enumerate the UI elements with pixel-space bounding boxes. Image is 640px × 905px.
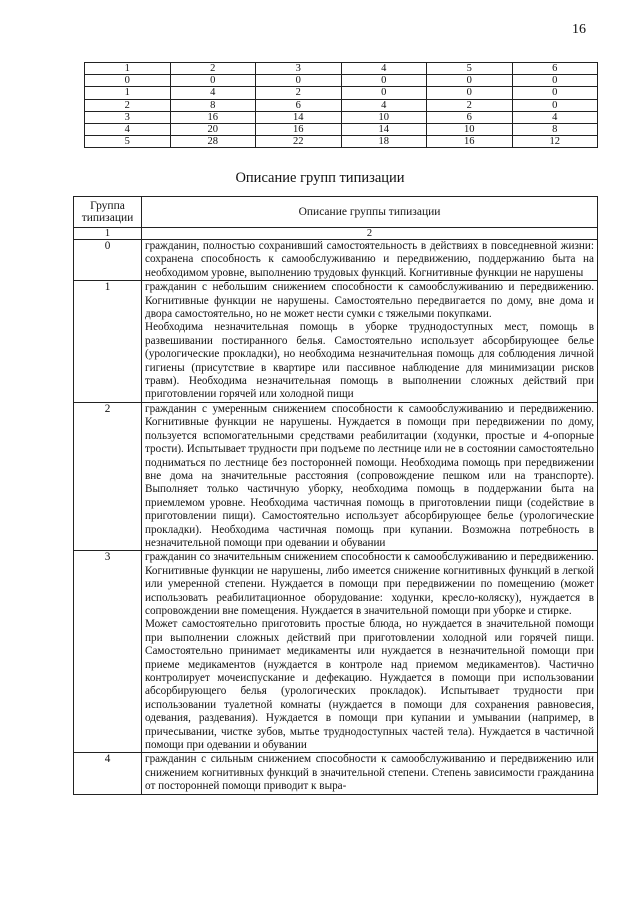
- header-description: Описание группы типизации: [142, 197, 598, 228]
- description-paragraph: гражданин со значительным снижением способности к самообслуживанию и передвижению. Когнитивные функции не нарушены, либо имеется снижение когнитивных функций в легкой или умеренной степени. Нуждается в помощи при передвижении по помещению (может использовать реабилитационное оборудование: ходунки, кресло-коляску), нуждается в сопровождении вне помещения. Нуждается в значительной помощи при уборке и стирке.: [145, 551, 594, 617]
- page-number: 16: [572, 22, 586, 37]
- table-cell: 2: [170, 63, 256, 75]
- description-paragraph: гражданин с умеренным снижением способности к самообслуживанию и передвижению. Когнитивные функции не нарушены. Нуждается в помощи при передвижении по дому, пользуется вспомогательными средствами реабилитации (ходунки, простые и 4-опорные трости). Испытывает трудности при подъеме по лестнице или не в состоянии самостоятельно подниматься по лестнице без посторонней помощи. Необходима помощь при передвижении вне дома на значительные расстояния (сопровождение пешком или на транспорте). Выполняет только частичную уборку, необходима помощь в поддержании быта на приемлемом уровне. Необходима частичная помощь в приготовлении пищи (содействие в приготовлении пищи). Самостоятельно использует абсорбирующее белье (урологические прокладки). Необходима частичная помощь при купании. Возможна потребность в незначительной помощи при одевании и обувании: [145, 402, 594, 549]
- table-cell: 20: [170, 123, 256, 135]
- table-cell: 4: [85, 123, 171, 135]
- table-cell: 2: [427, 99, 513, 111]
- table-cell: 0: [427, 75, 513, 87]
- table-cell: 1: [85, 63, 171, 75]
- table-cell: 14: [341, 123, 427, 135]
- table-cell: 0: [85, 75, 171, 87]
- table-row: [85, 75, 598, 87]
- group-description: [142, 753, 598, 794]
- scores-table: [84, 62, 598, 148]
- table-cell: 14: [256, 111, 342, 123]
- group-description: [142, 402, 598, 550]
- table-cell: 4: [341, 99, 427, 111]
- table-cell: 3: [256, 63, 342, 75]
- group-description: [142, 281, 598, 403]
- table-cell: 0: [341, 87, 427, 99]
- group-number: 4: [74, 753, 142, 794]
- table-row: [74, 402, 598, 550]
- table-cell: 0: [512, 87, 598, 99]
- table-cell: 28: [170, 136, 256, 148]
- table-row: [85, 99, 598, 111]
- typing-groups-table: [73, 196, 598, 795]
- column-numbers-row: [74, 228, 598, 240]
- column-number: 1: [74, 228, 142, 240]
- table-cell: 12: [512, 136, 598, 148]
- description-paragraph: Необходима незначительная помощь в уборке труднодоступных мест, помощь в развешивании постиранного белья. Самостоятельно использует абсорбирующее белье (урологические прокладки), но необходима незначительная помощь для соблюдения личной гигиены (присутствие в квартире или пассивное наблюдение для минимизации рисков травм). Необходима незначительная помощь в выполнении сложных действий при приготовлении горячей или холодной пищи: [145, 321, 594, 401]
- table-cell: 2: [85, 99, 171, 111]
- table-cell: 0: [512, 99, 598, 111]
- header-row: [74, 197, 598, 228]
- table-cell: 8: [170, 99, 256, 111]
- group-description: [142, 240, 598, 281]
- table-row: [74, 281, 598, 403]
- table-row: [85, 87, 598, 99]
- group-number: 2: [74, 402, 142, 550]
- table-cell: 18: [341, 136, 427, 148]
- group-number: 0: [74, 240, 142, 281]
- table-cell: 0: [512, 75, 598, 87]
- table-cell: 0: [427, 87, 513, 99]
- group-description: [142, 551, 598, 753]
- table-cell: 16: [427, 136, 513, 148]
- table-cell: 4: [341, 63, 427, 75]
- table-cell: 10: [341, 111, 427, 123]
- table-cell: 8: [512, 123, 598, 135]
- section-title: Описание групп типизации: [235, 170, 405, 186]
- table-cell: 4: [170, 87, 256, 99]
- table-cell: 16: [170, 111, 256, 123]
- table-cell: 6: [512, 63, 598, 75]
- table-cell: 6: [256, 99, 342, 111]
- table-cell: 3: [85, 111, 171, 123]
- table-cell: 16: [256, 123, 342, 135]
- table-cell: 10: [427, 123, 513, 135]
- group-number: 3: [74, 551, 142, 753]
- table-row: [74, 240, 598, 281]
- table-cell: 5: [85, 136, 171, 148]
- table-row: [74, 551, 598, 753]
- table-cell: 5: [427, 63, 513, 75]
- group-number: 1: [74, 281, 142, 403]
- table-cell: 22: [256, 136, 342, 148]
- table-cell: 0: [256, 75, 342, 87]
- column-number: 2: [142, 228, 598, 240]
- table-row: [85, 111, 598, 123]
- table-row: [85, 123, 598, 135]
- description-paragraph: Может самостоятельно приготовить простые блюда, но нуждается в значительной помощи при выполнении сложных действий при приготовлении холодной или горячей пищи. Самостоятельно принимает медикаменты или нуждается в незначительной помощи при приеме медикаментов (нуждается в контроле над приемом медикаментов). Частично контролирует мочеиспускание и дефекацию. Нуждается в помощи при использовании абсорбирующего белья (урологических прокладок). Испытывает трудности при использовании туалетной комнаты (нуждается в помощи для сохранения равновесия, одевания, раздевания). Нуждается в помощи при купании и умывании (например, в причесывании, чистке зубов, мытье труднодоступных частей тела). Нуждается в частичной помощи при одевании и обувании: [145, 618, 594, 752]
- description-paragraph: гражданин с сильным снижением способности к самообслуживанию и передвижению или снижением когнитивных функций в значительной степени. Степень зависимости гражданина от посторонней помощи приводит к выра-: [145, 753, 594, 793]
- table-cell: 1: [85, 87, 171, 99]
- description-paragraph: гражданин, полностью сохранивший самостоятельность в действиях в повседневной жизни: сохранена способность к самообслуживанию и передвижению, поддержанию быта на необходимом уровне, выполнению трудовых функций. Когнитивные функции не нарушены: [145, 240, 594, 279]
- header-group: Группа типизации: [74, 197, 142, 228]
- table-cell: 6: [427, 111, 513, 123]
- table-cell: 4: [512, 111, 598, 123]
- table-row: [74, 753, 598, 794]
- description-paragraph: гражданин с небольшим снижением способности к самообслуживанию и передвижению. Когнитивные функции не нарушены. Самостоятельно передвигается по дому, вне дома и двора самостоятельно, но не может нести сумки с тяжелыми покупками.: [145, 281, 594, 321]
- table-cell: 0: [341, 75, 427, 87]
- table-row: [85, 63, 598, 75]
- table-row: [85, 136, 598, 148]
- table-cell: 2: [256, 87, 342, 99]
- table-cell: 0: [170, 75, 256, 87]
